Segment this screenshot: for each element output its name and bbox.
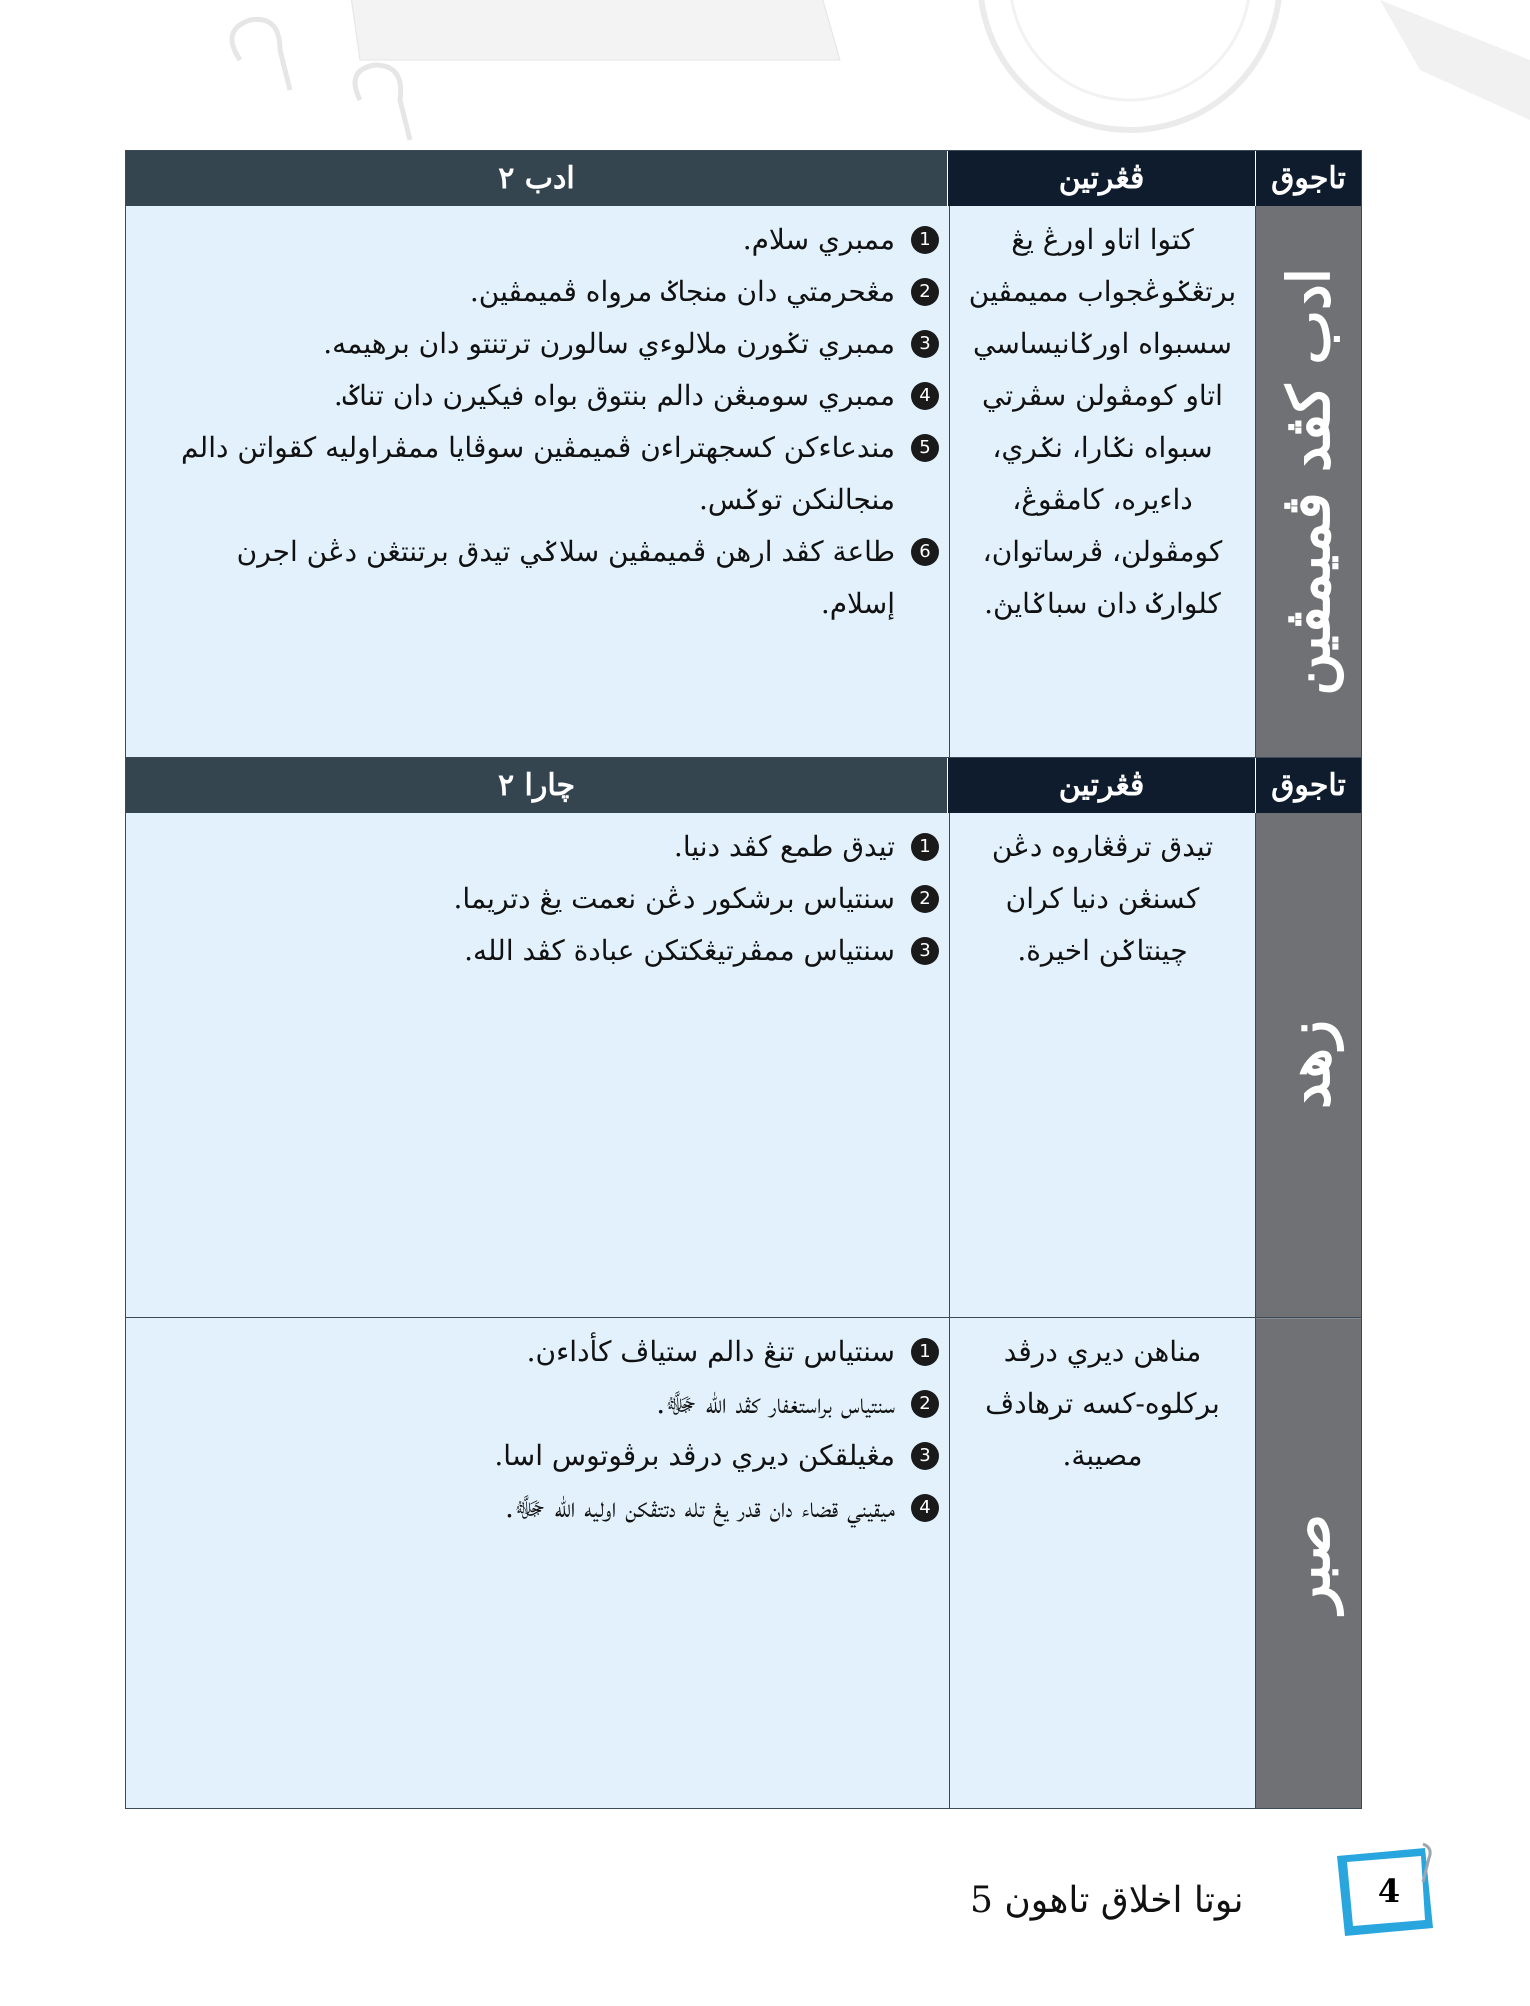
list-item — [156, 1326, 939, 1378]
number-badge: 3 — [911, 937, 939, 965]
list-item — [156, 318, 939, 370]
footer-book-title: نوتا اخلاق تاهون 5 — [970, 1880, 1244, 1921]
section-zuhud — [126, 813, 1361, 1317]
header-adab: ادب ٢ — [126, 151, 947, 206]
list-item — [156, 526, 939, 630]
section-tag — [1256, 813, 1361, 1317]
list-item-text: سنتياس ممڤرتيڠکتکن عبادة کڤد الله. — [464, 934, 895, 967]
list-item — [156, 1430, 939, 1482]
points-cell — [126, 1318, 949, 1808]
list-item-text: سنتياس برشکور دڠن نعمت يڠ دتريما. — [453, 882, 895, 915]
number-badge: 4 — [911, 382, 939, 410]
list-item — [156, 1378, 939, 1430]
table-header-row — [126, 151, 1361, 206]
notes-table — [125, 150, 1362, 1809]
table-header-row — [126, 757, 1361, 813]
header-definition: ڤڠرتين — [947, 151, 1256, 206]
list-item — [156, 873, 939, 925]
points-cell — [126, 206, 949, 757]
section-tag — [1256, 206, 1361, 757]
list-item-text: ممبري سلام. — [742, 223, 895, 256]
list-item — [156, 925, 939, 977]
section-adab — [126, 206, 1361, 757]
list-item — [156, 266, 939, 318]
number-badge: 1 — [911, 226, 939, 254]
page-number: 4 — [1377, 1872, 1401, 1910]
list-item-text: ممبري تݢورن ملالوءي سالورن ترتنتو دان برهيمه. — [323, 327, 895, 360]
number-badge: 1 — [911, 833, 939, 861]
list-item — [156, 821, 939, 873]
section-tag-label: ادب کڤد ڤميمڤين — [1274, 267, 1343, 696]
section-tag — [1256, 1318, 1361, 1808]
number-badge: 2 — [911, 1390, 939, 1418]
header-definition: ڤڠرتين — [947, 758, 1256, 813]
number-badge: 2 — [911, 885, 939, 913]
number-badge: 2 — [911, 278, 939, 306]
list-item — [156, 1482, 939, 1534]
list-item-text: مندعاءکن کسجهتراءن ڤميمڤين سوڤايا ممڤراوليه کقواتن دالم منجالنکن توݢس. — [181, 431, 895, 516]
number-badge: 5 — [911, 434, 939, 462]
number-badge: 3 — [911, 1442, 939, 1470]
header-tag: تاجوق — [1256, 758, 1361, 813]
number-badge: 6 — [911, 538, 939, 566]
definition-cell: کتوا اتاو اورڠ يڠ برتڠݢوڠجواب مميمڤين سسبواه اورݢانيساسي اتاو کومڤولن سڤرتي سبواه نݢارا، نݢري، داءيره، کامڤوڠ، کومڤولن، ڤرساتوان، کلوارݢ دان سباݢايڽ. — [949, 206, 1256, 757]
section-tag-label: صبر — [1274, 1514, 1343, 1613]
list-item — [156, 370, 939, 422]
header-cara: چارا ٢ — [126, 758, 947, 813]
list-item-text: تيدق طمع کڤد دنيا. — [673, 830, 895, 863]
list-item-text: ميقيني قضاء دان قدر يڠ تله دتتڤکن اوليه الله ﷻ. — [505, 1491, 895, 1524]
number-badge: 1 — [911, 1338, 939, 1366]
list-item — [156, 422, 939, 526]
list-item-text: طاعة کڤد ارهن ڤميمڤين سلاݢي تيدق برتنتڠن دڠن اجرن إسلام. — [236, 535, 895, 620]
header-tag: تاجوق — [1256, 151, 1361, 206]
list-item — [156, 214, 939, 266]
list-item-text: سنتياس تنڠ دالم ستياڤ کأداءن. — [526, 1335, 895, 1368]
list-item-text: سنتياس براستغفار کڤد الله ﷻ. — [656, 1387, 895, 1420]
list-item-text: مڠحرمتي دان منجاݢ مرواه ڤميمڤين. — [469, 275, 895, 308]
list-item-text: ممبري سومبڠن دالم بنتوق بواه فيکيرن دان تناݢ. — [333, 379, 895, 412]
number-badge: 3 — [911, 330, 939, 358]
section-sabar — [126, 1317, 1361, 1808]
definition-cell: مناهن ديري درڤد برکلوه-کسه ترهادڤ مصيبة. — [949, 1318, 1256, 1808]
number-badge: 4 — [911, 1494, 939, 1522]
definition-cell: تيدق ترڤڠاروه دڠن کسنڠن دنيا کران چينتاݢن اخيرة. — [949, 813, 1256, 1317]
points-cell — [126, 813, 949, 1317]
section-tag-label: زهد — [1274, 1020, 1343, 1110]
list-item-text: مڠيلقکن ديري درڤد برڤوتوس اسا. — [494, 1439, 895, 1472]
